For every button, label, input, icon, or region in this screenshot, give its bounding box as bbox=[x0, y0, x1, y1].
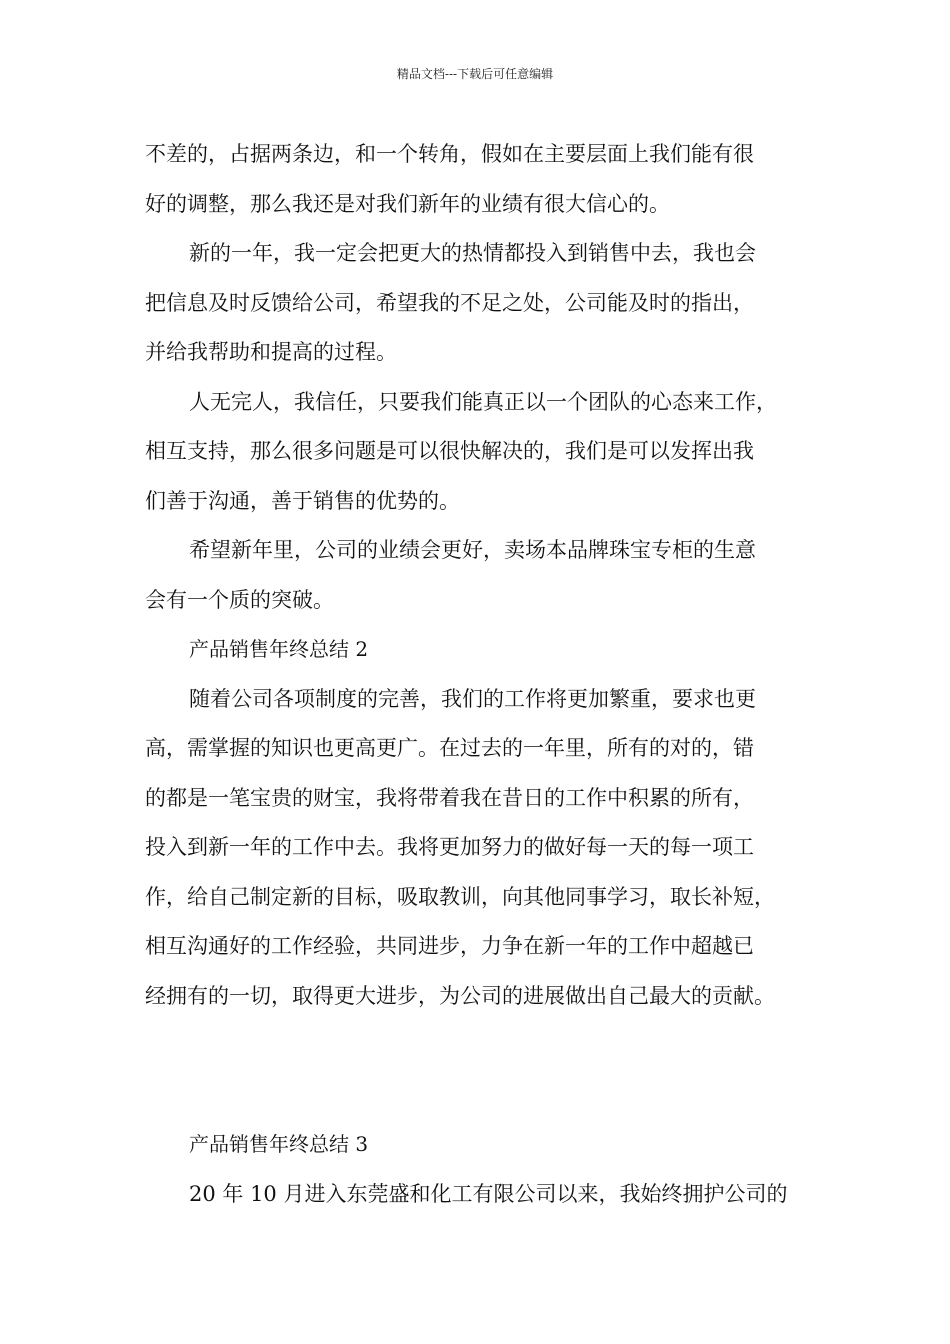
paragraph-line: 高，需掌握的知识也更高更广。在过去的一年里，所有的对的，错 bbox=[145, 736, 754, 760]
section-spacer bbox=[145, 1021, 817, 1120]
paragraph-line: 经拥有的一切，取得更大进步，为公司的进展做出自己最大的贡献。 bbox=[145, 983, 775, 1008]
paragraph-line: 作，给自己制定新的目标，吸取教训，向其他同事学习，取长补短， bbox=[145, 884, 775, 909]
paragraph-line: 把信息及时反馈给公司，希望我的不足之处，公司能及时的指出， bbox=[145, 290, 754, 315]
paragraph-line: 投入到新一年的工作中去。我将更加努力的做好每一天的每一项工 bbox=[145, 835, 754, 859]
paragraph-line: 人无完人，我信任，只要我们能真正以一个团队的心态来工作， bbox=[189, 389, 777, 414]
paragraph-line: 相互沟通好的工作经验，共同进步，力争在新一年的工作中超越已 bbox=[145, 934, 754, 958]
paragraph-line: 20 年 10 月进入东莞盛和化工有限公司以来，我始终拥护公司的 bbox=[189, 1181, 788, 1206]
paragraph-line: 不差的，占据两条边，和一个转角，假如在主要层面上我们能有很 bbox=[145, 142, 754, 166]
document-body bbox=[145, 130, 817, 1219]
paragraph-line: 随着公司各项制度的完善，我们的工作将更加繁重，要求也更 bbox=[189, 686, 756, 711]
paragraph-line: 并给我帮助和提高的过程。 bbox=[145, 340, 397, 364]
paragraph-line: 好的调整，那么我还是对我们新年的业绩有很大信心的。 bbox=[145, 191, 670, 216]
paragraph-line: 们善于沟通，善于销售的优势的。 bbox=[145, 488, 460, 513]
paragraph-line: 会有一个质的突破。 bbox=[145, 587, 334, 612]
section-heading-3: 产品销售年终总结 3 bbox=[189, 1132, 369, 1156]
paragraph-line: 的都是一笔宝贵的财宝，我将带着我在昔日的工作中积累的所有， bbox=[145, 785, 754, 810]
section-heading-2: 产品销售年终总结 2 bbox=[189, 637, 369, 661]
page-header: 精品文档---下载后可任意编辑 bbox=[396, 67, 554, 81]
paragraph-line: 希望新年里，公司的业绩会更好，卖场本品牌珠宝专柜的生意 bbox=[189, 538, 756, 562]
paragraph-line: 相互支持，那么很多问题是可以很快解决的，我们是可以发挥出我 bbox=[145, 439, 754, 463]
paragraph-line: 新的一年，我一定会把更大的热情都投入到销售中去，我也会 bbox=[189, 241, 756, 265]
